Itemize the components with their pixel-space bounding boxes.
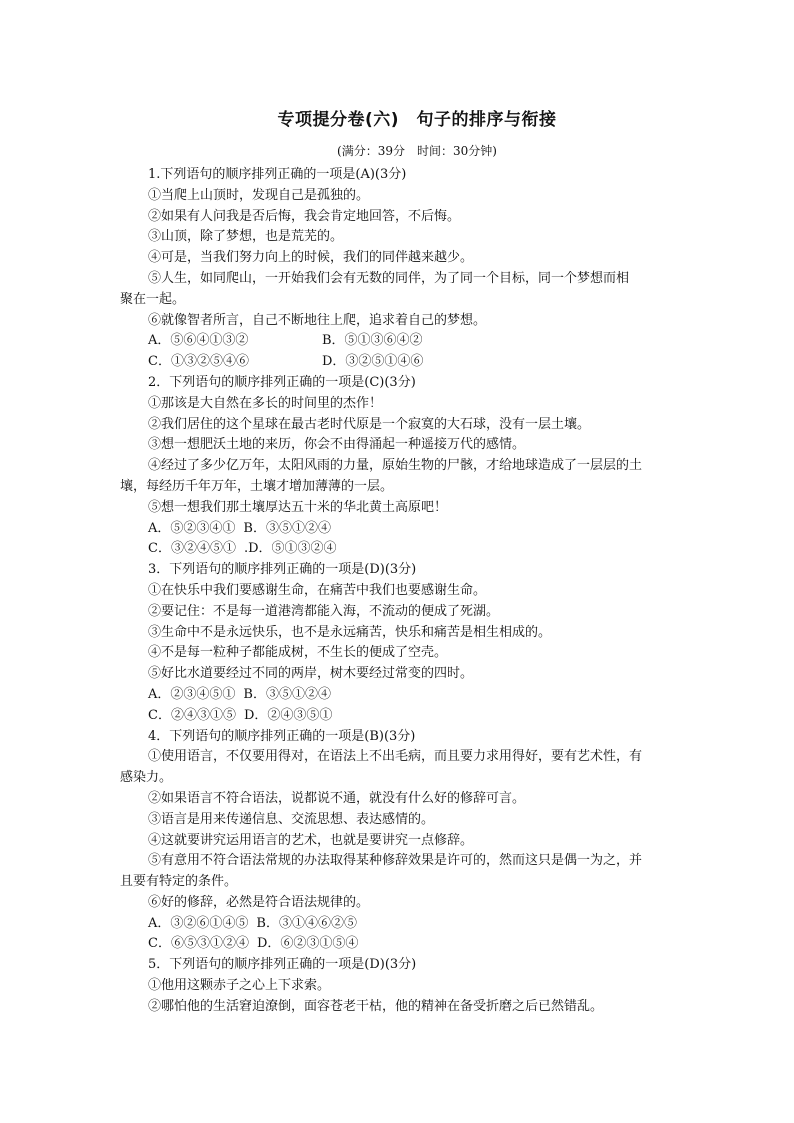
question-1 xyxy=(120,165,714,373)
sentence-line: ⑤有意用不符合语法常规的办法取得某种修辞效果是许可的，然而这只是偶一为之，并 xyxy=(148,853,643,869)
option-d: D．②④③⑤① xyxy=(243,707,333,723)
options-row xyxy=(120,539,714,560)
option-b: B．③①④⑥②⑤ xyxy=(256,915,357,931)
sentence-line-continued: 壤，每经历千年万年，土壤才增加薄薄的一层。 xyxy=(120,478,394,494)
page-subtitle: (满分：39分 时间：30分钟) xyxy=(337,144,497,158)
sentence-line: ③语言是用来传递信息、交流思想、表达感情的。 xyxy=(148,811,435,827)
sentence-line: ⑥就像智者所言，自己不断地往上爬，追求着自己的梦想。 xyxy=(148,312,487,328)
option-b: B．③⑤①②④ xyxy=(243,520,331,536)
option-c: C．②④③①⑤ xyxy=(148,707,236,723)
sentence-line: ④这就要讲究运用语言的艺术，也就是要讲究一点修辞。 xyxy=(148,832,474,848)
options-row xyxy=(120,352,714,373)
sentence-line: ②如果有人问我是否后悔，我会肯定地回答，不后悔。 xyxy=(148,208,461,224)
sentence-line: ⑥好的修辞，必然是符合语法规律的。 xyxy=(148,894,370,910)
sentence-line: ②要记住：不是每一道港湾都能入海，不流动的便成了死湖。 xyxy=(148,603,500,619)
sentence-line: ⑤好比水道要经过不同的两岸，树木要经过常变的四时。 xyxy=(148,666,474,682)
option-b: B．③⑤①②④ xyxy=(243,686,331,702)
sentence-line-continued: 感染力。 xyxy=(120,770,173,786)
sentence-line: ④不是每一粒种子都能成树，不生长的便成了空壳。 xyxy=(148,645,448,661)
sentence-line-continued: 聚在一起。 xyxy=(120,291,186,307)
sentence-line: ④可是，当我们努力向上的时候，我们的同伴越来越少。 xyxy=(148,250,474,266)
sentence-line: ①那该是大自然在多长的时间里的杰作！ xyxy=(148,395,383,411)
question-stem: 4．下列语句的顺序排列正确的一项是(B)(3分) xyxy=(148,728,416,744)
options-row xyxy=(120,685,714,706)
sentence-line: ①他用这颗赤子之心上下求索。 xyxy=(148,978,331,994)
sentence-line: ③山顶，除了梦想，也是荒芜的。 xyxy=(148,229,344,245)
question-stem: 3．下列语句的顺序排列正确的一项是(D)(3分) xyxy=(148,562,417,578)
option-a: A．⑤⑥④①③② xyxy=(148,333,249,349)
options-row xyxy=(120,331,714,352)
sentence-line: ④经过了多少亿万年，太阳风雨的力量，原始生物的尸骸，才给地球造成了一层层的土 xyxy=(148,458,643,474)
question-stem: 2．下列语句的顺序排列正确的一项是(C)(3分) xyxy=(148,374,416,390)
sentence-line: ③想一想肥沃土地的来历，你会不由得涌起一种遥接万代的感情。 xyxy=(148,437,526,453)
sentence-line: ⑤想一想我们那土壤厚达五十米的华北黄土高原吧！ xyxy=(148,499,448,515)
option-a: A．⑤②③④① xyxy=(148,520,236,536)
options-row xyxy=(120,934,714,955)
sentence-line: ②如果语言不符合语法，说都说不通，就没有什么好的修辞可言。 xyxy=(148,790,526,806)
options-row xyxy=(120,706,714,727)
option-d: .D．⑤①③②④ xyxy=(243,541,337,557)
option-d: D．③②⑤①④⑥ xyxy=(322,354,424,370)
sentence-line: ⑤人生，如同爬山，一开始我们会有无数的同伴，为了同一个目标，同一个梦想而相 xyxy=(148,270,630,286)
sentence-line: ③生命中不是永远快乐，也不是永远痛苦，快乐和痛苦是相生相成的。 xyxy=(148,624,552,640)
option-c: C．③②④⑤① xyxy=(148,541,236,557)
question-2 xyxy=(120,373,714,560)
option-a: A．②③④⑤① xyxy=(148,686,236,702)
sentence-line: ①使用语言，不仅要用得对，在语法上不出毛病，而且要力求用得好，要有艺术性，有 xyxy=(148,749,643,765)
question-3 xyxy=(120,560,714,726)
question-stem: 5．下列语句的顺序排列正确的一项是(D)(3分) xyxy=(148,957,417,973)
sentence-line: ①当爬上山顶时，发现自己是孤独的。 xyxy=(148,187,370,203)
option-c: C．⑥⑤③①②④ xyxy=(148,936,249,952)
option-d: D．⑥②③①⑤④ xyxy=(256,936,359,952)
sentence-line-continued: 且要有特定的条件。 xyxy=(120,874,238,890)
question-stem: 1.下列语句的顺序排列正确的一项是(A)(3分) xyxy=(148,167,407,182)
options-row xyxy=(120,519,714,540)
question-4 xyxy=(120,727,714,956)
sentence-line: ①在快乐中我们要感谢生命，在痛苦中我们也要感谢生命。 xyxy=(148,582,487,598)
options-row xyxy=(120,914,714,935)
page-title: 专项提分卷(六) 句子的排序与衔接 xyxy=(277,110,557,130)
option-c: C．①③②⑤④⑥ xyxy=(148,354,249,370)
sentence-line: ②我们居住的这个星球在最古老时代原是一个寂寞的大石球，没有一层土壤。 xyxy=(148,416,591,432)
option-a: A．③②⑥①④⑤ xyxy=(148,915,249,931)
option-b: B．⑤①③⑥④② xyxy=(322,333,423,349)
sentence-line: ②哪怕他的生活窘迫潦倒，面容苍老干枯，他的精神在备受折磨之后已然错乱。 xyxy=(148,998,604,1014)
question-5 xyxy=(120,955,714,1017)
